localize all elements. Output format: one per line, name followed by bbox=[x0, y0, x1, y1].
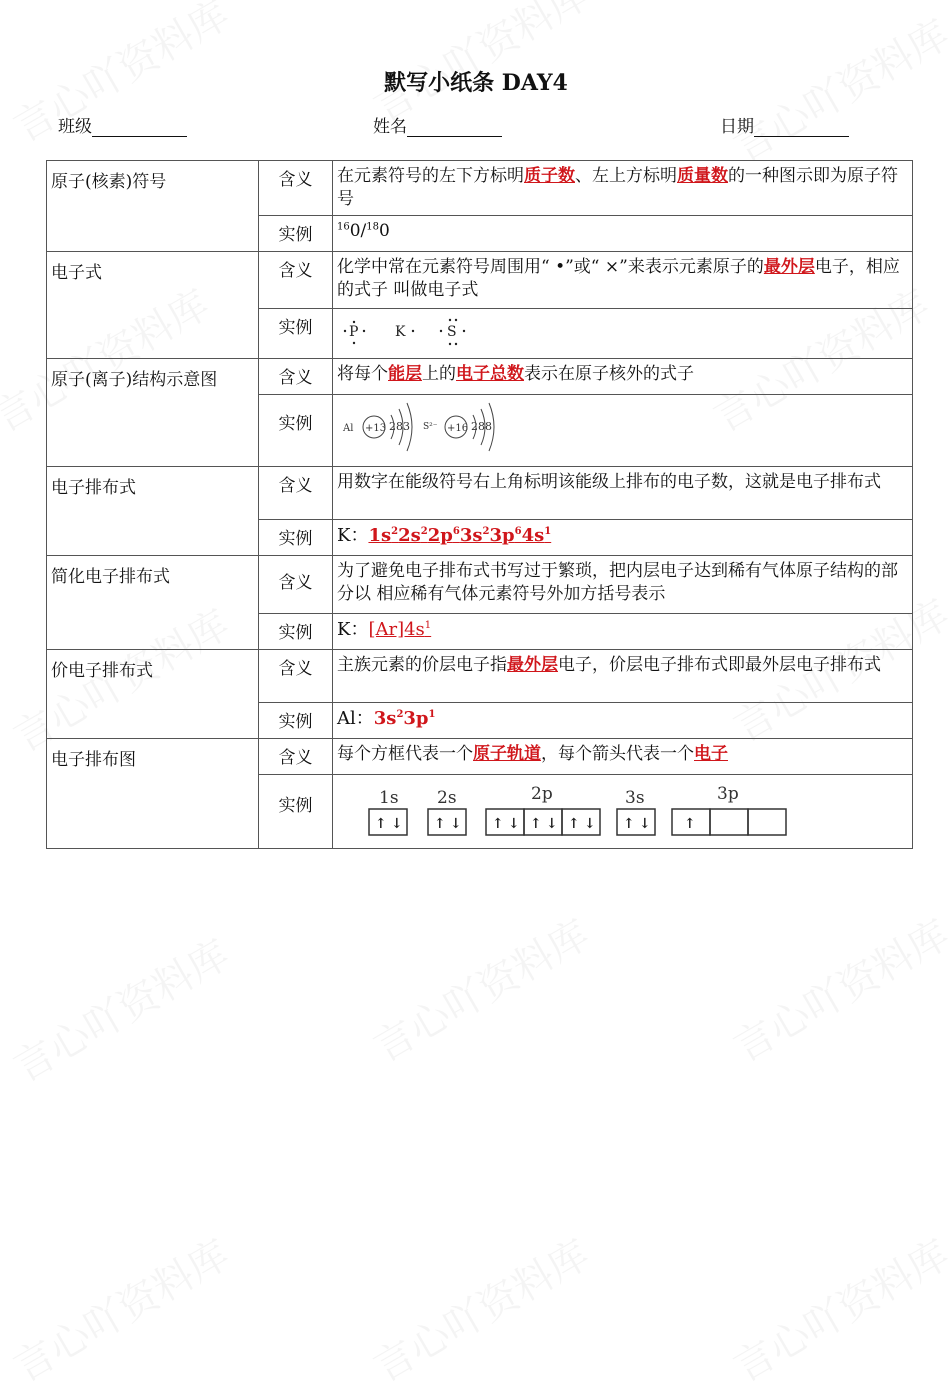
svg-text:↑: ↑ bbox=[530, 816, 542, 832]
topic-label: 简化电子排布式 bbox=[51, 567, 170, 587]
example-label: 实例 bbox=[259, 703, 333, 739]
answer-text: $1s^22s^22p^63s^23p^64s^1$ bbox=[368, 525, 552, 546]
svg-text:1s: 1s bbox=[379, 788, 399, 808]
topic-label: 电子排布图 bbox=[51, 750, 136, 770]
example-label: 实例 bbox=[259, 614, 333, 650]
svg-text:↓: ↓ bbox=[584, 816, 596, 832]
meaning-cell: 将每个能层上的电子总数表示在原子核外的式子 bbox=[333, 359, 913, 395]
example-cell: Al：$3s^23p^1$ bbox=[333, 703, 913, 739]
meaning-label: 含义 bbox=[259, 739, 333, 775]
class-blank[interactable] bbox=[92, 118, 187, 137]
watermark bbox=[2, 1224, 238, 1393]
watermark bbox=[2, 924, 238, 1093]
dot-formula-s: S bbox=[447, 324, 457, 340]
answer-text: 电子 bbox=[694, 744, 728, 764]
date-blank[interactable] bbox=[754, 118, 849, 137]
meaning-label: 含义 bbox=[259, 161, 333, 216]
svg-text:+16: +16 bbox=[447, 423, 469, 434]
topic-cell bbox=[47, 161, 259, 252]
class-label: 班级 bbox=[58, 117, 92, 137]
svg-text:↑: ↑ bbox=[375, 816, 387, 832]
topic-cell bbox=[47, 739, 259, 849]
answer-text: $[Ar]4s^1$ bbox=[368, 619, 432, 640]
date-label: 日期 bbox=[720, 117, 754, 137]
topic-cell bbox=[47, 650, 259, 739]
name-blank[interactable] bbox=[407, 118, 502, 137]
svg-text:Al: Al bbox=[343, 423, 354, 434]
meaning-cell: 在元素符号的左下方标明质子数、左上方标明质量数的一种图示即为原子符号 bbox=[333, 161, 913, 216]
example-label: 实例 bbox=[259, 520, 333, 556]
example-label: 实例 bbox=[259, 216, 333, 252]
topic-cell bbox=[47, 252, 259, 359]
dot-formula-k: K bbox=[395, 324, 406, 340]
topic-cell bbox=[47, 556, 259, 650]
meaning-label: 含义 bbox=[259, 252, 333, 309]
watermark bbox=[722, 904, 952, 1073]
page-title: 默写小纸条 DAY4 bbox=[384, 70, 568, 96]
answer-text: 能层 bbox=[388, 364, 422, 384]
meaning-cell: 每个方框代表一个原子轨道，每个箭头代表一个电子 bbox=[333, 739, 913, 775]
watermark bbox=[362, 1224, 598, 1393]
table-row bbox=[47, 739, 913, 775]
electron-dot-formulas bbox=[337, 311, 537, 349]
topic-label: 电子排布式 bbox=[51, 478, 136, 498]
svg-text:↓: ↓ bbox=[508, 816, 520, 832]
svg-text:S²⁻: S²⁻ bbox=[423, 422, 438, 432]
svg-text:↓: ↓ bbox=[639, 816, 651, 832]
svg-text:288: 288 bbox=[471, 420, 492, 433]
svg-text:283: 283 bbox=[389, 420, 410, 433]
watermark bbox=[362, 904, 598, 1073]
svg-text:↑: ↑ bbox=[684, 816, 696, 832]
example-label: 实例 bbox=[259, 395, 333, 467]
svg-text:+13: +13 bbox=[365, 423, 387, 434]
class-field bbox=[58, 112, 187, 137]
table-row bbox=[47, 467, 913, 520]
svg-text:↓: ↓ bbox=[391, 816, 403, 832]
table-row bbox=[47, 161, 913, 216]
answer-text: $3s^23p^1$ bbox=[373, 708, 436, 729]
topic-label: 原子(核素)符号 bbox=[51, 172, 167, 192]
topic-label: 原子(离子)结构示意图 bbox=[51, 370, 218, 390]
orbital-diagram bbox=[337, 777, 807, 839]
answer-text: 最外层 bbox=[763, 257, 815, 277]
example-cell bbox=[333, 309, 913, 359]
svg-text:↑: ↑ bbox=[492, 816, 504, 832]
meaning-label: 含义 bbox=[259, 556, 333, 614]
answer-text: 质量数 bbox=[677, 166, 728, 186]
svg-text:↑: ↑ bbox=[623, 816, 635, 832]
svg-text:↓: ↓ bbox=[450, 816, 462, 832]
name-field bbox=[373, 112, 502, 137]
meaning-label: 含义 bbox=[259, 650, 333, 703]
meaning-cell: 主族元素的价层电子指最外层电子，价层电子排布式即最外层电子排布式 bbox=[333, 650, 913, 703]
table-row bbox=[47, 359, 913, 395]
meaning-cell: 为了避免电子排布式书写过于繁琐，把内层电子达到稀有气体原子结构的部分以 相应稀有气体元素符号外加方括号表示 bbox=[333, 556, 913, 614]
svg-text:↓: ↓ bbox=[546, 816, 558, 832]
svg-text:2p: 2p bbox=[531, 784, 553, 804]
example-cell bbox=[333, 395, 913, 467]
meaning-cell: 用数字在能级符号右上角标明该能级上排布的电子数，这就是电子排布式 bbox=[333, 467, 913, 520]
date-field bbox=[720, 112, 849, 137]
svg-text:3p: 3p bbox=[717, 784, 739, 804]
svg-text:2s: 2s bbox=[437, 788, 457, 808]
svg-text:3s: 3s bbox=[625, 788, 645, 808]
table-row bbox=[47, 650, 913, 703]
example-label: 实例 bbox=[259, 775, 333, 849]
example-cell: $^{16}$0/$^{18}$0 bbox=[333, 216, 913, 252]
answer-text: 电子总数 bbox=[456, 364, 524, 384]
topic-label: 价电子排布式 bbox=[51, 661, 153, 681]
topic-cell bbox=[47, 359, 259, 467]
topic-label: 电子式 bbox=[51, 263, 102, 283]
meaning-label: 含义 bbox=[259, 359, 333, 395]
meaning-label: 含义 bbox=[259, 467, 333, 520]
atomic-structure-diagrams bbox=[337, 397, 537, 457]
answer-text: 最外层 bbox=[507, 655, 558, 675]
meaning-cell: 化学中常在元素符号周围用“ •”或“ ×”来表示元素原子的最外层电子，相应的式子 叫做电子式 bbox=[333, 252, 913, 309]
example-cell: K：$1s^22s^22p^63s^23p^64s^1$ bbox=[333, 520, 913, 556]
watermark bbox=[722, 1224, 952, 1393]
table-row bbox=[47, 252, 913, 309]
example-cell: K：$[Ar]4s^1$ bbox=[333, 614, 913, 650]
svg-text:↑: ↑ bbox=[434, 816, 446, 832]
name-label: 姓名 bbox=[373, 117, 407, 137]
answer-text: 质子数 bbox=[524, 166, 575, 186]
table-row bbox=[47, 556, 913, 614]
dictation-table bbox=[46, 160, 913, 849]
topic-cell bbox=[47, 467, 259, 556]
dot-formula-p: P bbox=[349, 324, 359, 340]
answer-text: 原子轨道 bbox=[473, 744, 541, 764]
svg-text:↑: ↑ bbox=[568, 816, 580, 832]
example-cell bbox=[333, 775, 913, 849]
example-label: 实例 bbox=[259, 309, 333, 359]
